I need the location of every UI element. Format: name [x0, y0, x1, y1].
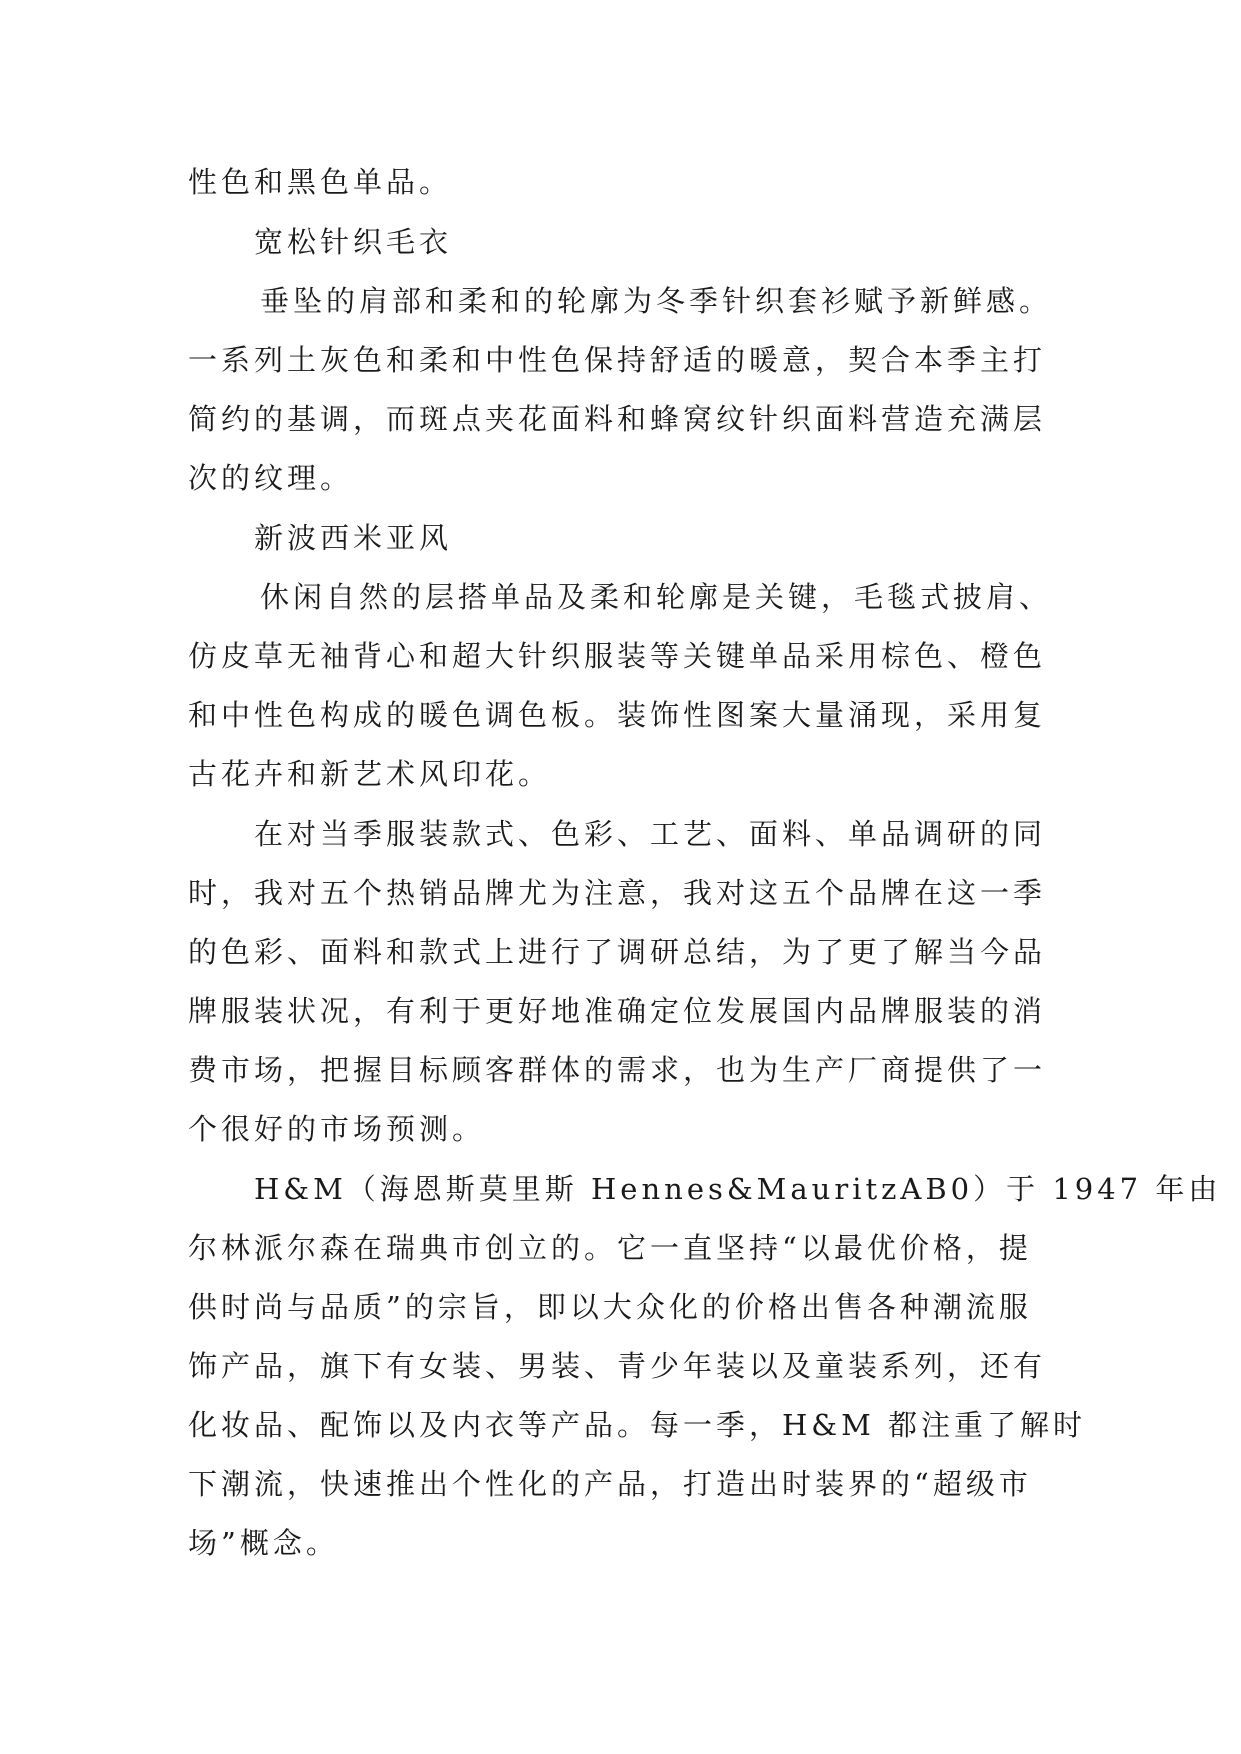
- text-line: 古花卉和新艺术风印花。: [188, 757, 552, 791]
- text-line: 牌服装状况，有利于更好地准确定位发展国内品牌服装的消: [188, 994, 1047, 1028]
- text-line: 场”概念。: [188, 1526, 339, 1560]
- text-line: 次的纹理。: [188, 461, 354, 495]
- text-line: 休闲自然的层搭单品及柔和轮廓是关键，毛毯式披肩、: [260, 580, 1053, 614]
- text-line: 在对当季服装款式、色彩、工艺、面料、单品调研的同: [254, 817, 1047, 851]
- text-line: 垂坠的肩部和柔和的轮廓为冬季针织套衫赋予新鲜感。: [260, 284, 1053, 318]
- text-line: 供时尚与品质”的宗旨，即以大众化的价格出售各种潮流服: [188, 1290, 1032, 1324]
- text-line: 饰产品，旗下有女装、男装、青少年装以及童装系列，还有: [188, 1349, 1047, 1383]
- text-line: 下潮流，快速推出个性化的产品，打造出时装界的“超级市: [188, 1467, 1032, 1501]
- section-heading: 新波西米亚风: [254, 521, 453, 555]
- section-heading: 宽松针织毛衣: [254, 225, 453, 259]
- text-line: 一系列土灰色和柔和中性色保持舒适的暖意，契合本季主打: [188, 343, 1047, 377]
- text-line: 性色和黑色单品。: [188, 165, 453, 199]
- text-line: 仿皮草无袖背心和超大针织服装等关键单品采用棕色、橙色: [188, 639, 1047, 673]
- text-line: 简约的基调，而斑点夹花面料和蜂窝纹针织面料营造充满层: [188, 402, 1047, 436]
- text-line: 时，我对五个热销品牌尤为注意，我对这五个品牌在这一季: [188, 876, 1047, 910]
- text-line: 尔林派尔森在瑞典市创立的。它一直坚持“以最优价格，提: [188, 1231, 1032, 1265]
- text-line: H&M（海恩斯莫里斯 Hennes&MauritzAB0）于 1947 年由: [254, 1172, 1222, 1206]
- text-line: 费市场，把握目标顾客群体的需求，也为生产厂商提供了一: [188, 1053, 1047, 1087]
- text-line: 和中性色构成的暖色调色板。装饰性图案大量涌现，采用复: [188, 698, 1047, 732]
- text-line: 个很好的市场预测。: [188, 1112, 486, 1146]
- text-line: 的色彩、面料和款式上进行了调研总结，为了更了解当今品: [188, 935, 1047, 969]
- text-line: 化妆品、配饰以及内衣等产品。每一季，H&M 都注重了解时: [188, 1408, 1087, 1442]
